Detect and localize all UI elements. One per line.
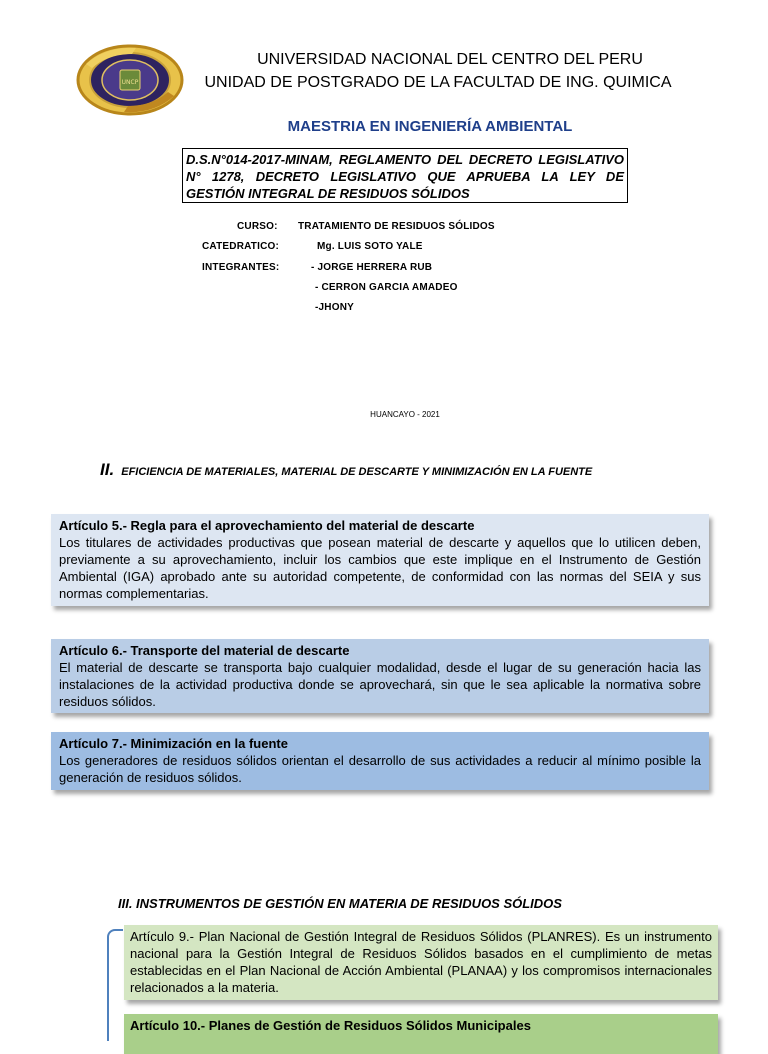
- article-7-title: Artículo 7.- Minimización en la fuente: [59, 736, 288, 751]
- section-3-heading: III. INSTRUMENTOS DE GESTIÓN EN MATERIA DE RESIDUOS SÓLIDOS: [118, 896, 562, 911]
- teacher-value: Mg. LUIS SOTO YALE: [317, 241, 423, 252]
- section-2-title: EFICIENCIA DE MATERIALES, MATERIAL DE DESCARTE Y MINIMIZACIÓN EN LA FUENTE: [121, 466, 593, 478]
- article-6-body: El material de descarte se transporta bajo cualquier modalidad, desde el lugar de su generación hacia las instalaciones de la actividad productiva donde se aprovechará, sin que le sea aplicable la normativa sobre residuos sólidos.: [59, 660, 701, 709]
- member-item: - JORGE HERRERA RUB: [311, 262, 433, 273]
- university-name: UNIVERSIDAD NACIONAL DEL CENTRO DEL PERU: [257, 51, 643, 68]
- article-5-body: Los titulares de actividades productivas que posean material de descarte y aquellos que lo utilicen deben, previamente a su aprovechamiento, incluir los cambios que este implique en el Instrumento de Gestión Ambiental (IGA) aprobado ante su autoridad competente, de conformidad con las normas del SEIA y sus normas complementarias.: [59, 535, 701, 601]
- member-item: - CERRON GARCIA AMADEO: [315, 282, 458, 293]
- university-seal-icon: [76, 42, 184, 118]
- course-value: TRATAMIENTO DE RESIDUOS SÓLIDOS: [298, 221, 495, 232]
- article-5-box: [51, 514, 709, 606]
- members-label: INTEGRANTES:: [202, 262, 280, 273]
- article-7-box: [51, 732, 709, 790]
- article-7-body: Los generadores de residuos sólidos orientan el desarrollo de sus actividades a reducir al mínimo posible la generación de residuos sólidos.: [59, 753, 701, 785]
- svg-text:UNCP: UNCP: [121, 79, 139, 86]
- place-date: HUANCAYO - 2021: [370, 410, 440, 419]
- article-10-box: Artículo 10.- Planes de Gestión de Residuos Sólidos Municipales: [124, 1014, 718, 1054]
- article-6-title: Artículo 6.- Transporte del material de descarte: [59, 643, 350, 658]
- bracket-connector: [107, 929, 123, 1041]
- teacher-label: CATEDRATICO:: [202, 241, 280, 252]
- article-6-box: [51, 639, 709, 713]
- section-2-heading: [100, 460, 720, 480]
- section-2-number: II.: [100, 460, 115, 479]
- faculty-unit: UNIDAD DE POSTGRADO DE LA FACULTAD DE ING. QUIMICA: [204, 74, 672, 91]
- program-title: MAESTRIA EN INGENIERÍA AMBIENTAL: [287, 118, 573, 135]
- decree-title-box: D.S.N°014-2017-MINAM, REGLAMENTO DEL DECRETO LEGISLATIVO N° 1278, DECRETO LEGISLATIVO QUE APRUEBA LA LEY DE GESTIÓN INTEGRAL DE RESIDUOS SÓLIDOS: [182, 148, 628, 203]
- member-item: -JHONY: [315, 302, 354, 313]
- article-9-box: Artículo 9.- Plan Nacional de Gestión Integral de Residuos Sólidos (PLANRES). Es un instrumento nacional para la Gestión Integral de Residuos Sólidos basados en el cumplimiento de metas establecidas en el Plan Nacional de Acción Ambiental (PLANAA) y los compromisos internacionales relacionados a la materia.: [124, 925, 718, 1000]
- course-label: CURSO:: [237, 221, 278, 232]
- article-5-title: Artículo 5.- Regla para el aprovechamiento del material de descarte: [59, 518, 475, 533]
